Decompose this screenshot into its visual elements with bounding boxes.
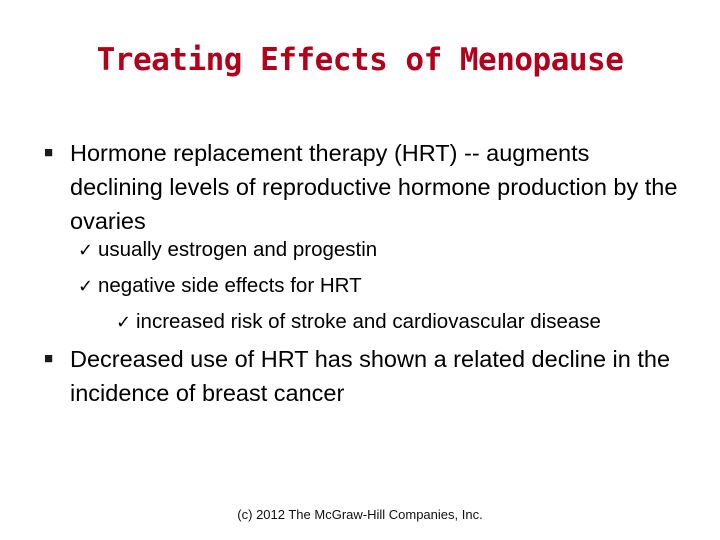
bullet-item-hrt [44, 136, 684, 238]
slide-title: Treating Effects of Menopause [96, 42, 624, 78]
bullet-text: Hormone replacement therapy (HRT) -- augments declining levels of reproductive hormone production by the ovaries [70, 140, 678, 234]
sub-item-stroke-risk [116, 305, 601, 340]
sub-item-text: negative side effects for HRT [98, 274, 362, 297]
sub-item-estrogen [78, 233, 377, 268]
sub-item-text: increased risk of stroke and cardiovascular disease [136, 310, 601, 333]
bullet-text: Decreased use of HRT has shown a related decline in the incidence of breast cancer [70, 346, 671, 406]
checkmark-icon: ✓ [116, 312, 132, 333]
sub-item-side-effects [78, 269, 362, 304]
square-bullet-icon: ■ [44, 144, 54, 161]
copyright-footer: (c) 2012 The McGraw-Hill Companies, Inc. [237, 507, 483, 522]
checkmark-icon: ✓ [78, 240, 94, 261]
bullet-item-decreased-use [44, 342, 684, 410]
checkmark-icon: ✓ [78, 276, 94, 297]
square-bullet-icon: ■ [44, 350, 54, 367]
sub-item-text: usually estrogen and progestin [98, 238, 378, 261]
